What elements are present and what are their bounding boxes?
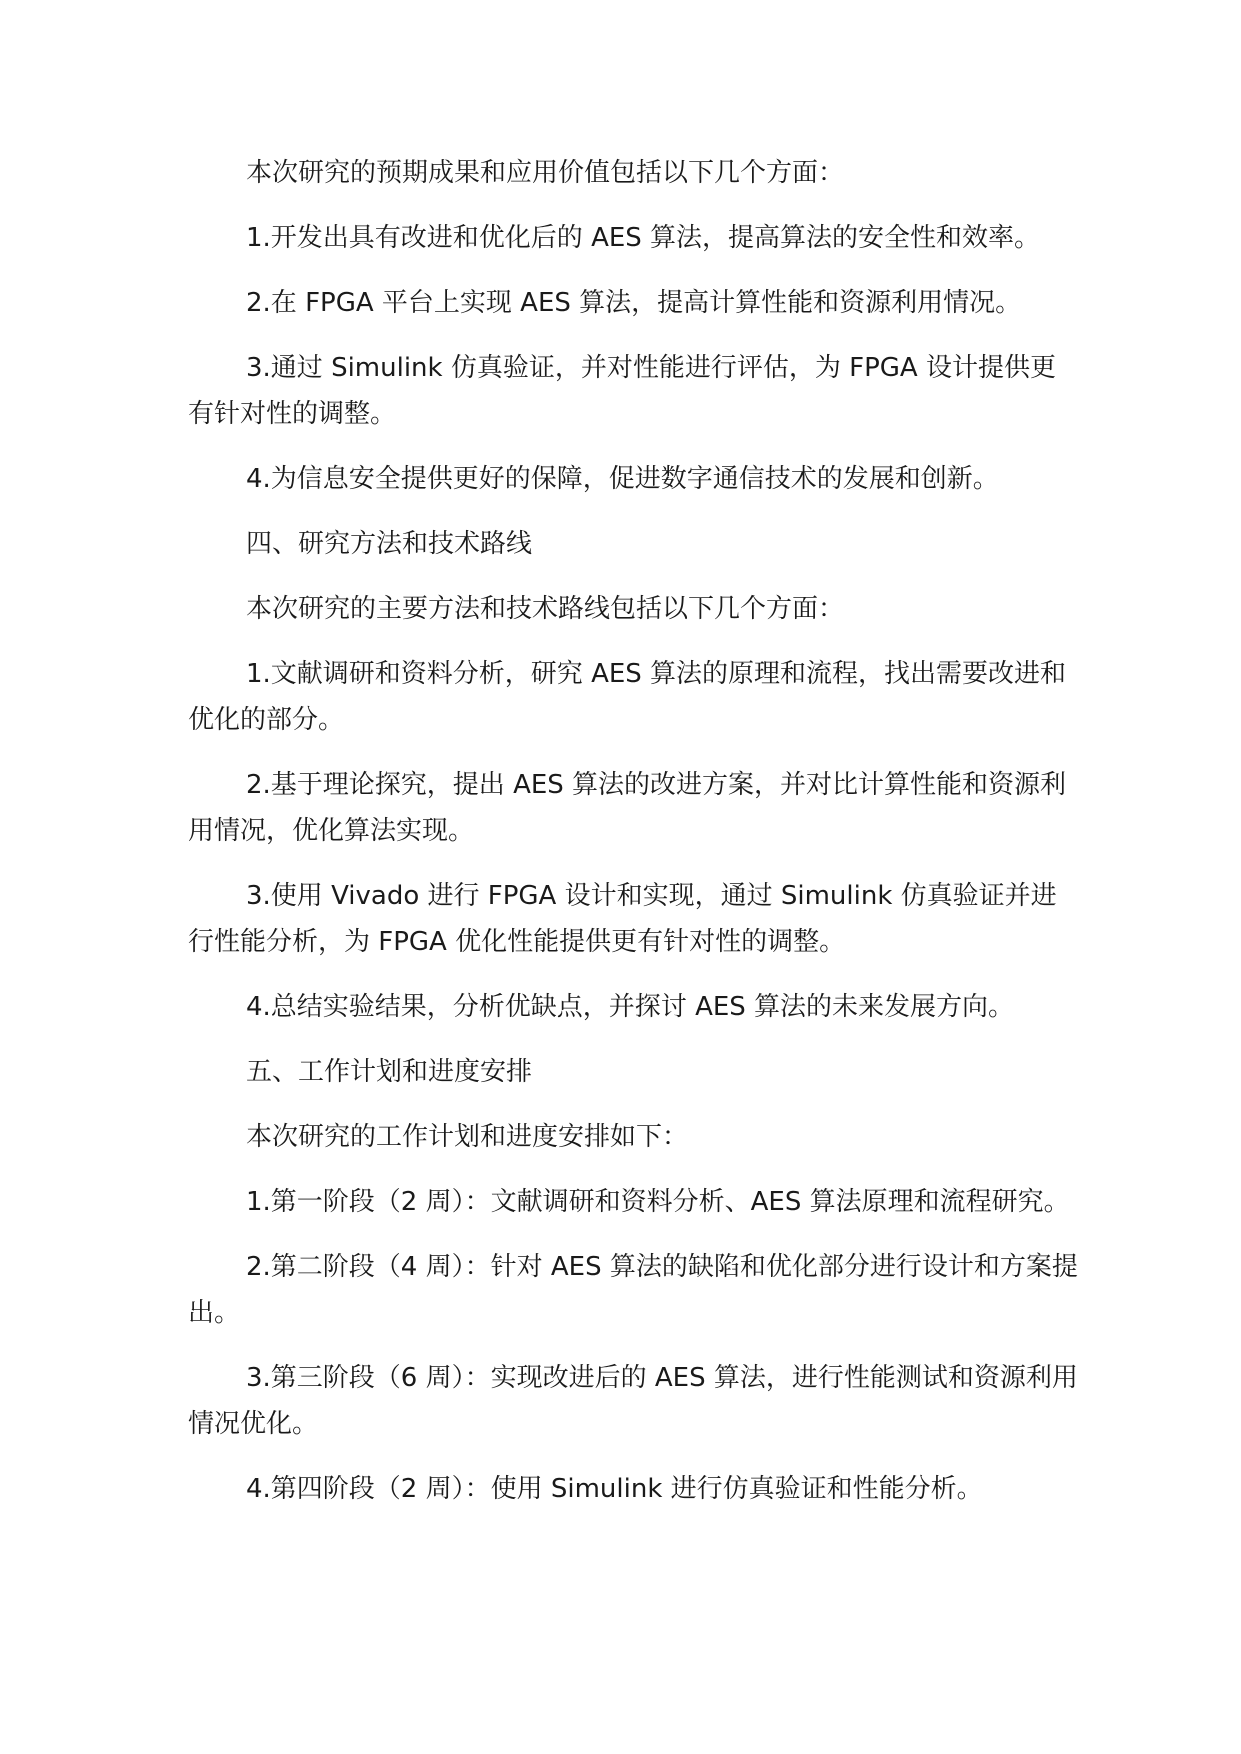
paragraph-stage-2: 2.第二阶段（4 周）：针对 AES 算法的缺陷和优化部分进行设计和方案提出。	[188, 1252, 1078, 1328]
paragraph-result-1: 1.开发出具有改进和优化后的 AES 算法，提高算法的安全性和效率。	[246, 223, 1041, 253]
paragraph-method-1: 1.文献调研和资料分析，研究 AES 算法的原理和流程，找出需要改进和优化的部分。	[188, 659, 1067, 735]
paragraph-methods-intro: 本次研究的主要方法和技术路线包括以下几个方面：	[246, 594, 845, 624]
document-body	[188, 150, 1078, 1531]
paragraph-result-3: 3.通过 Simulink 仿真验证，并对性能进行评估，为 FPGA 设计提供更有针对性的调整。	[188, 353, 1056, 429]
section-heading-methods: 四、研究方法和技术路线	[246, 529, 533, 559]
paragraph-result-4: 4.为信息安全提供更好的保障，促进数字通信技术的发展和创新。	[246, 464, 999, 494]
paragraph-result-2: 2.在 FPGA 平台上实现 AES 算法，提高计算性能和资源利用情况。	[246, 288, 1022, 318]
paragraph-method-2: 2.基于理论探究，提出 AES 算法的改进方案，并对比计算性能和资源利用情况，优化算法实现。	[188, 770, 1067, 846]
paragraph-method-3: 3.使用 Vivado 进行 FPGA 设计和实现，通过 Simulink 仿真验证并进行性能分析，为 FPGA 优化性能提供更有针对性的调整。	[188, 881, 1057, 957]
section-heading-schedule: 五、工作计划和进度安排	[246, 1057, 533, 1087]
paragraph-method-4: 4.总结实验结果，分析优缺点，并探讨 AES 算法的未来发展方向。	[246, 992, 1015, 1022]
paragraph-schedule-intro: 本次研究的工作计划和进度安排如下：	[246, 1122, 689, 1152]
paragraph-stage-3: 3.第三阶段（6 周）：实现改进后的 AES 算法，进行性能测试和资源利用情况优化。	[188, 1363, 1078, 1439]
paragraph-expected-results-intro: 本次研究的预期成果和应用价值包括以下几个方面：	[246, 158, 845, 188]
paragraph-stage-1: 1.第一阶段（2 周）：文献调研和资料分析、AES 算法原理和流程研究。	[246, 1187, 1070, 1217]
paragraph-stage-4: 4.第四阶段（2 周）：使用 Simulink 进行仿真验证和性能分析。	[246, 1474, 983, 1504]
